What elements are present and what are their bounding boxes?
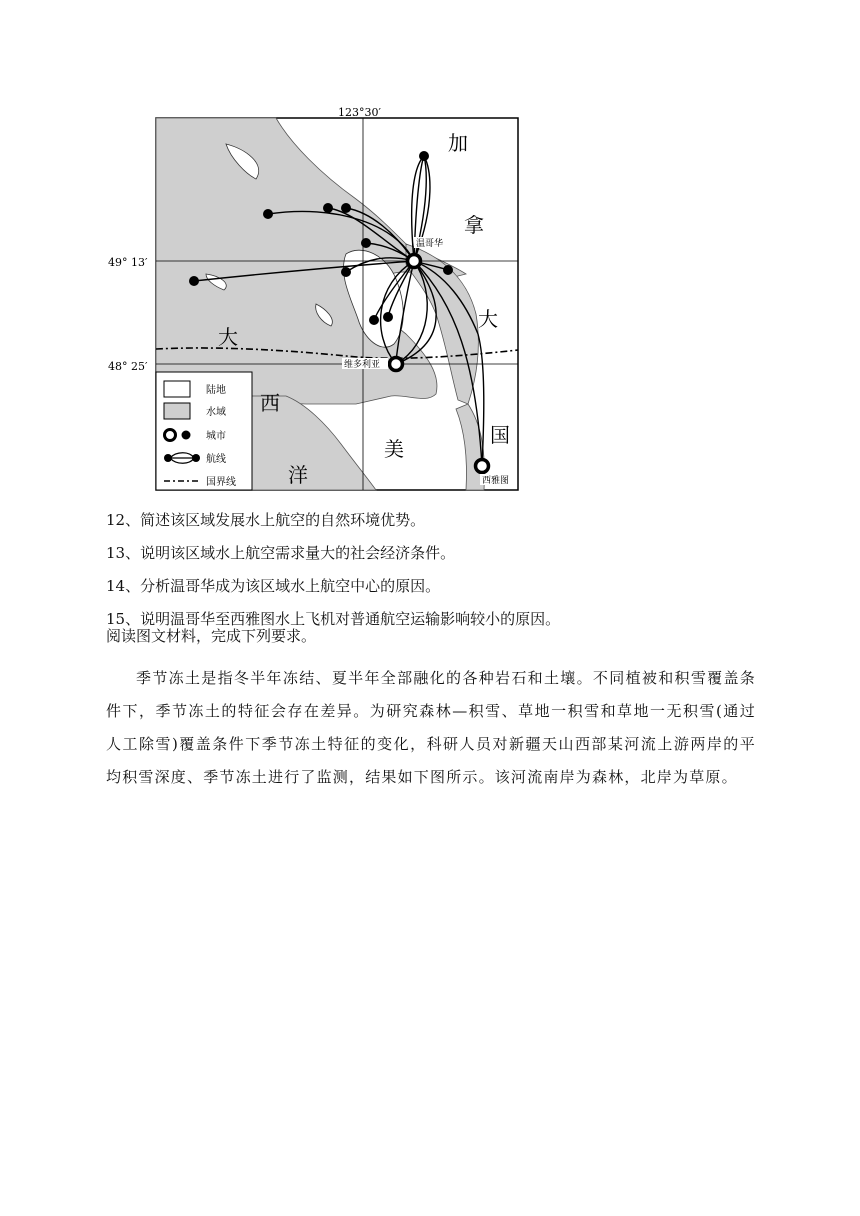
- region-label: 大: [218, 325, 238, 349]
- legend-route: 航线: [206, 454, 226, 465]
- question-13: 13、说明该区域水上航空需求量大的社会经济条件。: [106, 544, 456, 562]
- city-label-victoria: 维多利亚: [344, 360, 381, 370]
- region-label: 加: [448, 131, 468, 155]
- region-label: 洋: [288, 463, 308, 487]
- question-15: 15、说明温哥华至西雅图水上飞机对普通航空运输影响较小的原因。: [106, 610, 561, 628]
- region-label: 美: [384, 437, 404, 461]
- legend-land: 陆地: [206, 385, 226, 396]
- city-label-vancouver: 温哥华: [416, 239, 444, 249]
- region-label: 大: [478, 307, 498, 331]
- region-label: 国: [490, 423, 510, 447]
- latitude-south-label: 48° 25′: [108, 360, 148, 373]
- map-legend: [156, 372, 252, 490]
- legend-city: 城市: [206, 431, 226, 442]
- legend-border: 国界线: [206, 477, 236, 488]
- region-label: 西: [260, 391, 280, 415]
- question-12: 12、简述该区域发展水上航空的自然环境优势。: [106, 511, 426, 529]
- city-label-seattle: 西雅图: [482, 476, 510, 486]
- material-paragraph: 季节冻土是指冬半年冻结、夏半年全部融化的各种岩石和土壤。不同植被和积雪覆盖条件下，季节冻土的特征会存在差异。为研究森林—积雪、草地一积雪和草地一无积雪(通过人工除雪)覆盖条件下季节冻土特征的变化，科研人员对新疆天山西部某河流上游两岸的平均积雪深度、季节冻土进行了监测，结果如下图所示。该河流南岸为森林，北岸为草原。: [106, 669, 756, 786]
- latitude-north-label: 49° 13′: [108, 256, 148, 269]
- route-map: [106, 104, 526, 496]
- question-14: 14、分析温哥华成为该区域水上航空中心的原因。: [106, 577, 441, 595]
- legend-water: 水域: [206, 407, 226, 418]
- longitude-label: 123°30′: [338, 106, 381, 119]
- region-label: 拿: [464, 213, 484, 237]
- instruction-text: 阅读图文材料，完成下列要求。: [106, 627, 317, 645]
